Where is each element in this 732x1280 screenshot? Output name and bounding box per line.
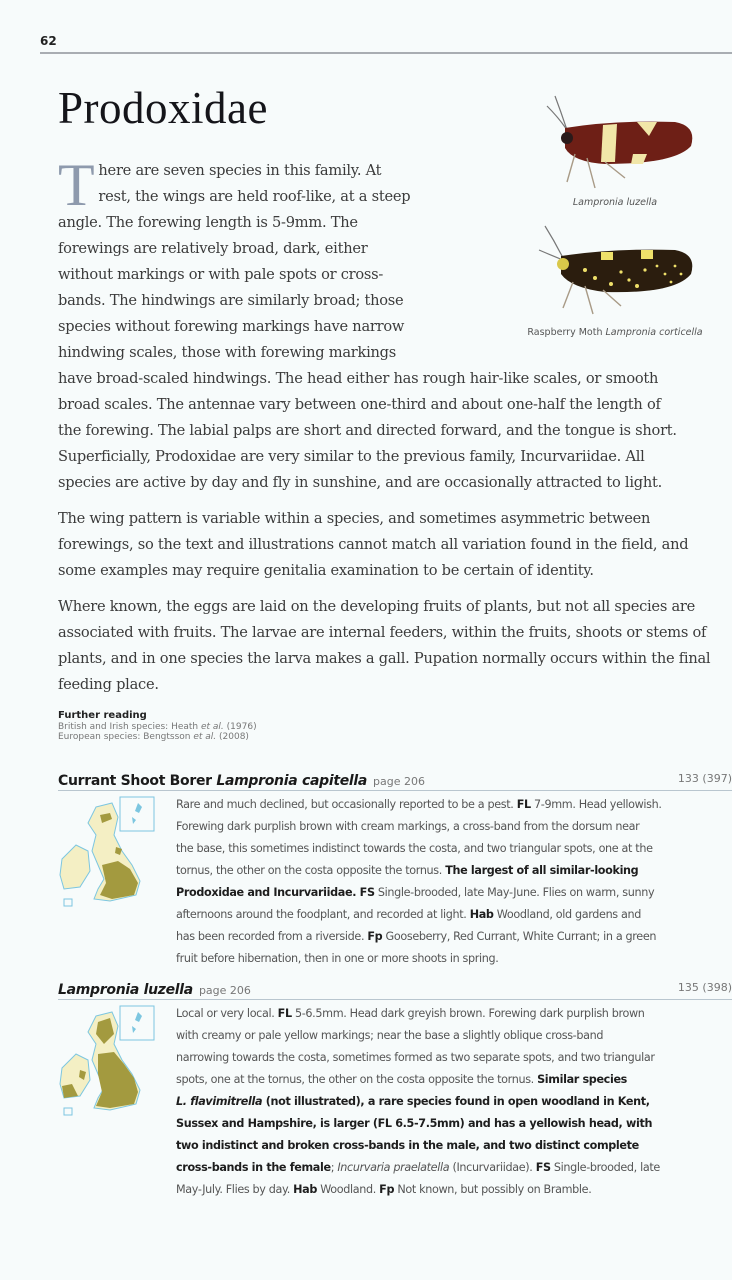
intro-paragraph-3: Where known, the eggs are laid on the developing fruits of plants, but not all species are associated with fruits. The larvae are internal feeders, within the fruits, shoots or stems of plants, and in one species the larva makes a gall. Pupation normally occurs within the final feeding place. — [58, 598, 711, 693]
description-line: Sussex and Hampshire, is larger (FL 6.5-7.5mm) and has a yellowish head, with — [176, 1117, 653, 1130]
further-reading-item: British and Irish species: Heath et al. (1976) — [58, 721, 257, 732]
description-line: Rare and much declined, but occasionally reported to be a pest. FL 7-9mm. Head yellowish. — [176, 798, 662, 811]
description-line: Forewing dark purplish brown with cream markings, a cross-band from the dorsum near — [176, 820, 640, 833]
species-entry-capitella — [58, 770, 732, 970]
description-line: May-July. Flies by day. Hab Woodland. Fp Not known, but possibly on Bramble. — [176, 1183, 592, 1196]
species-code: 135 (398) — [677, 981, 732, 994]
description-line: has been recorded from a riverside. Fp Gooseberry, Red Currant, White Currant; in a green — [176, 930, 657, 943]
description-line: Prodoxidae and Incurvariidae. FS Single-brooded, late May-June. Flies on warm, sunny — [176, 886, 655, 899]
description-line: L. flavimitrella (not illustrated), a rare species found in open woodland in Kent, — [176, 1095, 650, 1108]
species-description — [176, 791, 732, 970]
distribution-map-icon — [58, 795, 158, 915]
further-reading-item: European species: Bengtsson et al. (2008) — [58, 732, 249, 742]
description-line: spots, one at the tornus, the other on the costa opposite the tornus. Similar species — [176, 1073, 627, 1086]
description-line: with creamy or pale yellow markings; near the base a slightly oblique cross-band — [176, 1029, 604, 1042]
species-heading — [58, 979, 732, 1000]
species-page-ref: page 206 — [198, 984, 251, 997]
species-entry-luzella — [58, 979, 732, 1201]
drop-cap: T — [58, 152, 95, 218]
intro-paragraph-1: T here are seven species in this family. At rest, the wings are held roof-like, at a steep angle. The forewing length is 5-9mm. The forewings are relatively broad, dark, either without markings or with pale spots or cross- bands. The hindwings are similarly broad; those species without forewing markings have narrow hindwing scales, those with forewing markings have broad-scaled hindwings. The head either has rough hair-like scales, or smooth broad scales. The antennae vary between one-third and about one-half the length of the forewing. The labial palps are short and directed forward, and the tongue is short. Superficially, Prodoxidae are very similar to the previous family, Incurvariidae. All species are active by day and fly in sunshine, and are occasionally attracted to light. — [58, 152, 677, 491]
species-description — [176, 1000, 732, 1201]
description-line: Local or very local. FL 5-6.5mm. Head dark greyish brown. Forewing dark purplish brown — [176, 1007, 645, 1020]
description-line: fruit before hibernation, then in one or more shoots in spring. — [176, 952, 499, 965]
species-page-ref: page 206 — [373, 775, 426, 788]
description-line: two indistinct and broken cross-bands in the male, and two distinct complete — [176, 1139, 639, 1152]
species-code: 133 (397) — [677, 772, 732, 785]
figure-caption: Lampronia luzella — [572, 197, 658, 208]
description-line: cross-bands in the female; Incurvaria praelatella (Incurvariidae). FS Single-brooded, late — [176, 1161, 660, 1174]
species-heading — [58, 770, 732, 791]
description-line: afternoons around the foodplant, and recorded at light. Hab Woodland, old gardens and — [176, 908, 641, 921]
description-line: the base, this sometimes indistinct towards the costa, and two triangular spots, one at the — [176, 842, 653, 855]
description-line: narrowing towards the costa, sometimes formed as two separate spots, and two triangular — [176, 1051, 655, 1064]
species-name: Currant Shoot Borer Lampronia capitella — [58, 773, 368, 789]
page-number: 62 — [40, 34, 57, 48]
species-name: Lampronia luzella — [58, 982, 193, 998]
distribution-map-icon — [58, 1004, 158, 1124]
intro-text — [58, 152, 728, 708]
intro-paragraph-2: The wing pattern is variable within a species, and sometimes asymmetric between forewings, so the text and illustrations cannot match all variation found in the field, and some examples may require genitalia examination to be certain of identity. — [58, 510, 689, 579]
description-line: tornus, the other on the costa opposite the tornus. The largest of all similar-looking — [176, 864, 639, 877]
further-reading — [58, 711, 257, 743]
page-title: Prodoxidae — [58, 83, 268, 133]
header-rule — [40, 52, 732, 54]
further-reading-heading: Further reading — [58, 710, 147, 721]
figure-caption: Raspberry Moth Lampronia corticella — [527, 327, 703, 338]
